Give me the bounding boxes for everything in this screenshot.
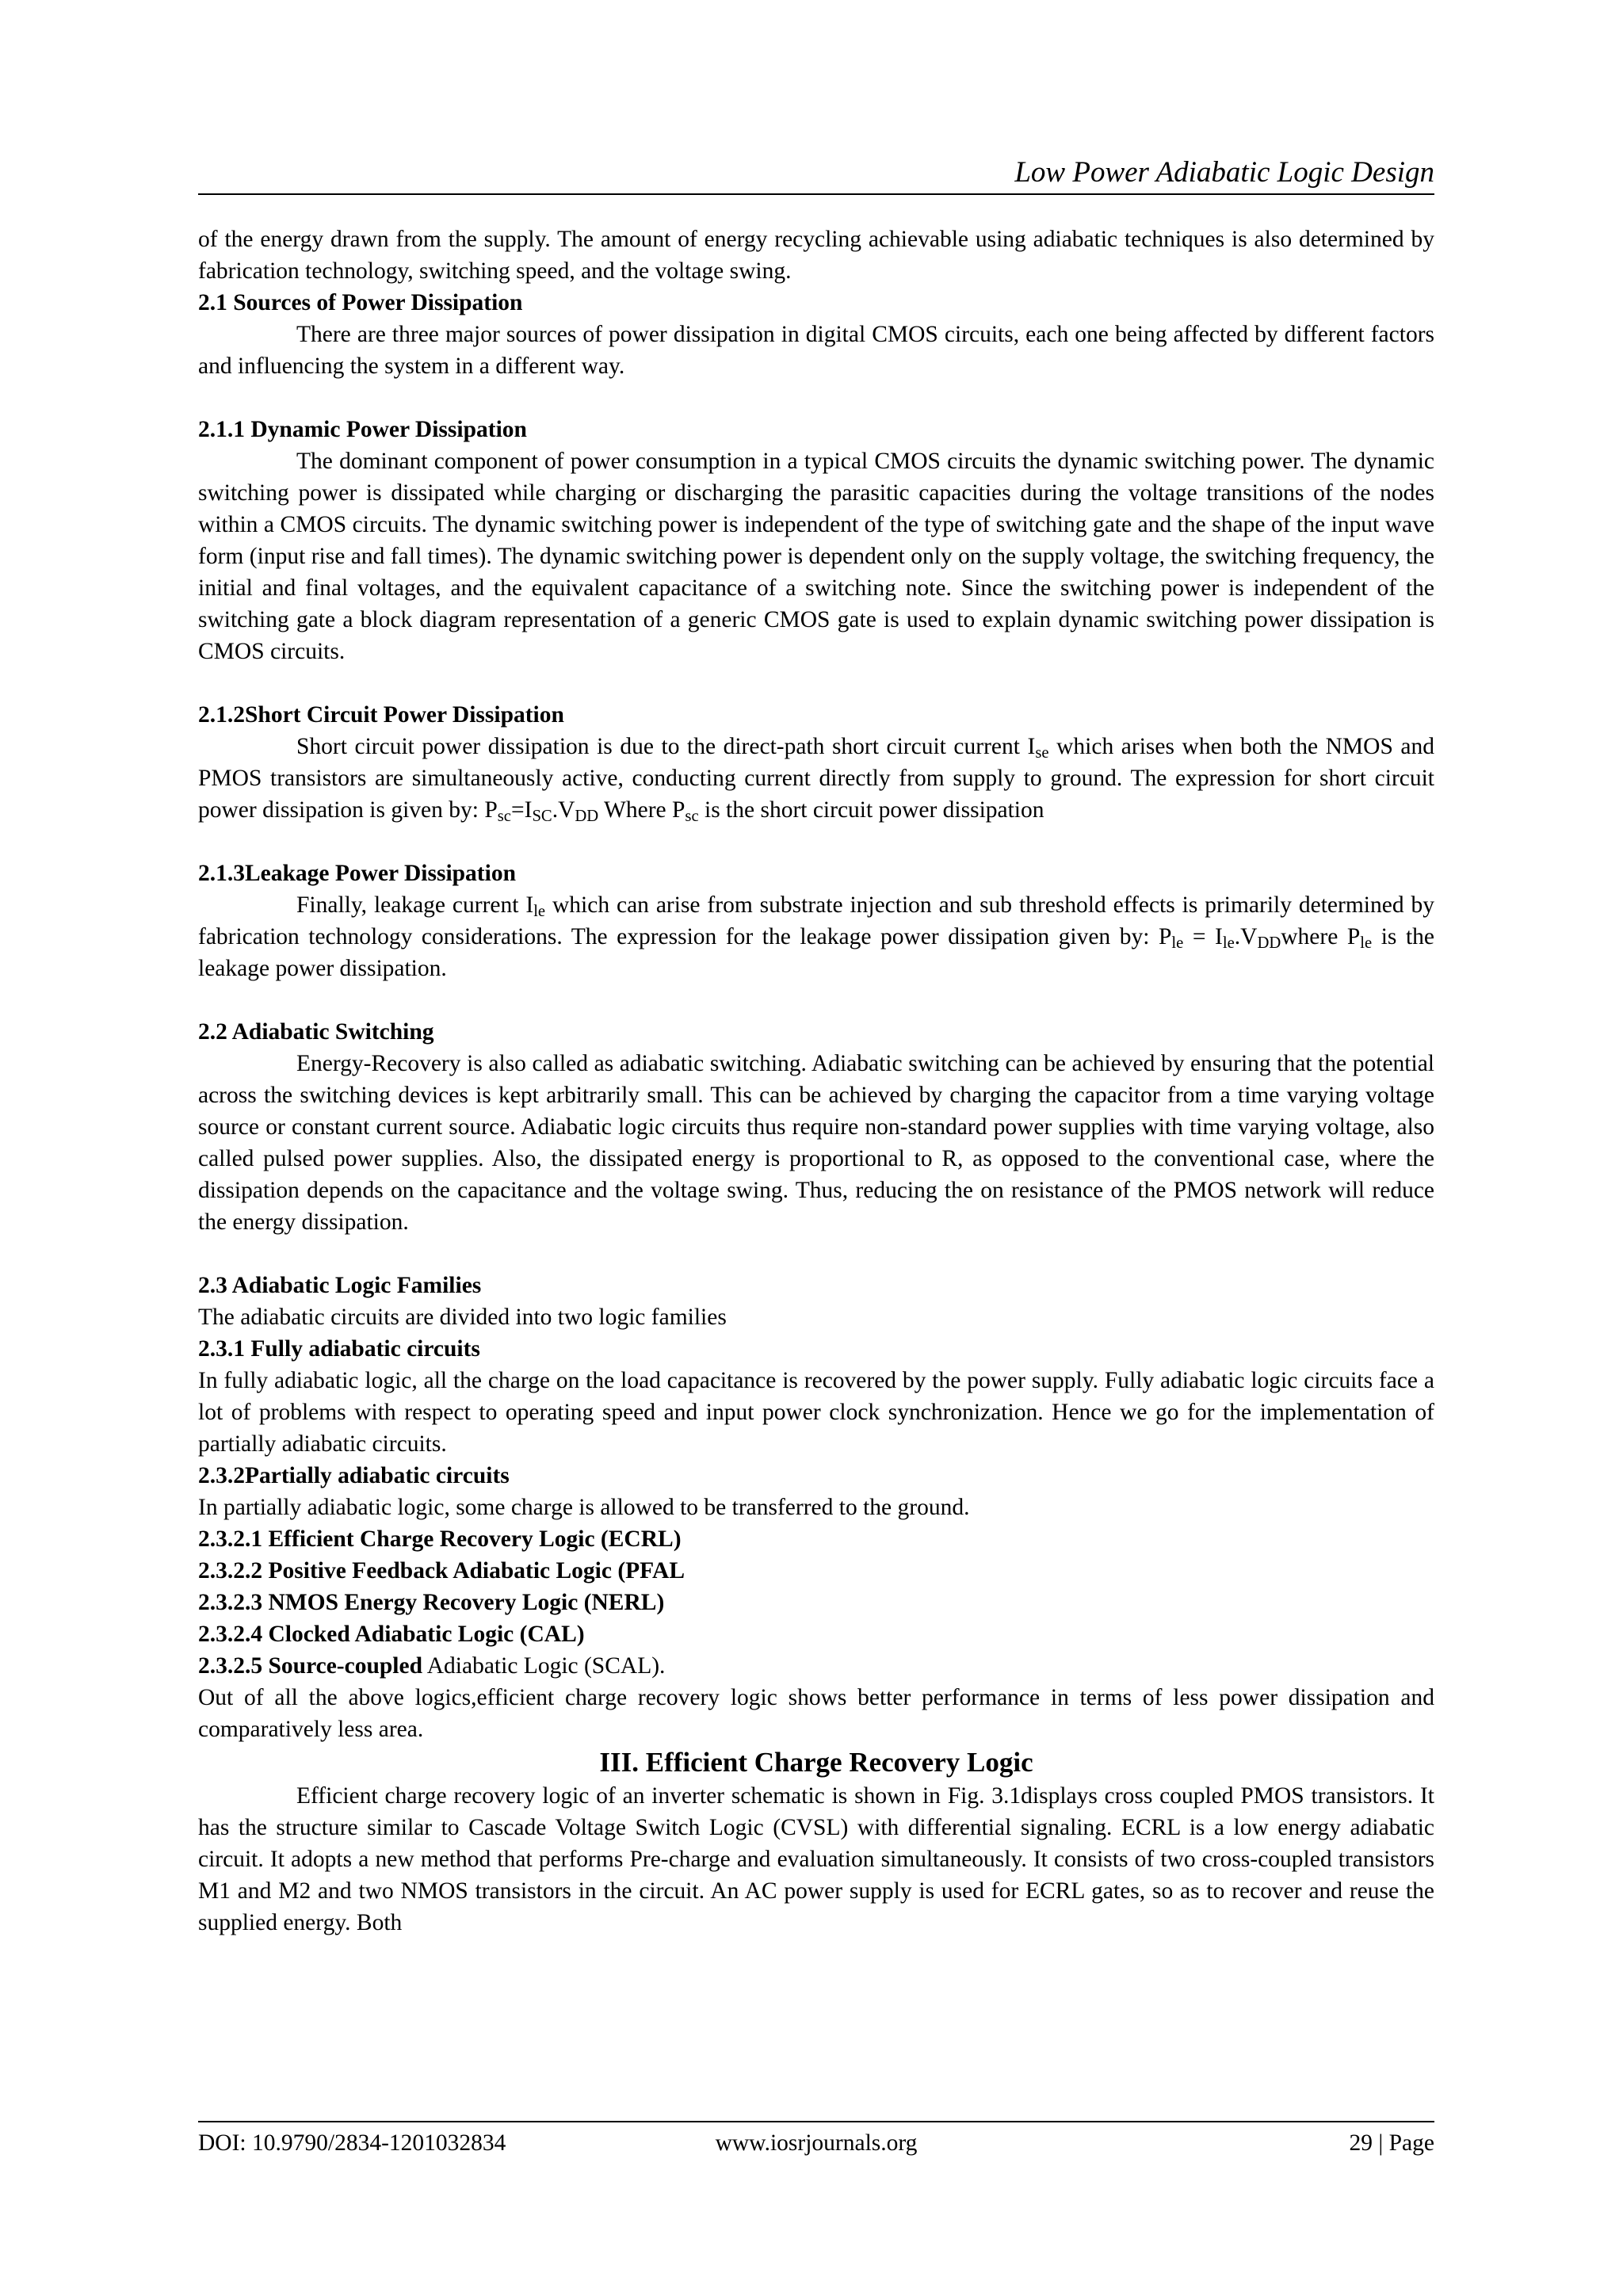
section-heading-3: III. Efficient Charge Recovery Logic: [599, 1747, 1033, 1778]
list-item: 2.3.2.3 NMOS Energy Recovery Logic (NERL): [198, 1590, 665, 1615]
footer-website: www.iosrjournals.org: [715, 2130, 918, 2156]
list-item: 2.3.2.4 Clocked Adiabatic Logic (CAL): [198, 1622, 585, 1647]
paragraph-2-3-end: Out of all the above logics,efficient charge recovery logic shows better performance in terms of less power dissipation and comparatively less area.: [198, 1685, 1434, 1742]
header-rule: [198, 193, 1434, 195]
heading-2-3-2: 2.3.2Partially adiabatic circuits: [198, 1463, 510, 1488]
paragraph-2-1-2: Short circuit power dissipation is due to the direct-path short circuit current $I_{se}$ which arises when both the NMOS and PMOS transistors are simultaneously active, conducting current directly from supply to ground. The expression for short circuit power dissipation is given by: $P_{sc}=I_{SC}.V_{DD}$ Where $P_{sc}$ is the short circuit power dissipation: [198, 734, 1435, 826]
paragraph-2-3-2: In partially adiabatic logic, some charge is allowed to be transferred to the ground.: [198, 1495, 970, 1520]
paragraph-2-3: The adiabatic circuits are divided into two logic families: [198, 1305, 727, 1330]
heading-2-3-1: 2.3.1 Fully adiabatic circuits: [198, 1336, 480, 1362]
document-page: [198, 0, 1434, 2296]
list-item: 2.3.2.1 Efficient Charge Recovery Logic (ECRL): [198, 1526, 682, 1552]
heading-2-3: 2.3 Adiabatic Logic Families: [198, 1273, 482, 1298]
footer-page-number: 29 | Page: [1349, 2130, 1434, 2156]
paragraph-2-3-1: In fully adiabatic logic, all the charge on the load capacitance is recovered by the power supply. Fully adiabatic logic circuits face a lot of problems with respect to operating speed and input power clock synchronization. Hence we go for the implementation of partially adiabatic circuits.: [198, 1368, 1434, 1457]
paragraph-3: Efficient charge recovery logic of an inverter schematic is shown in Fig. 3.1displays cross coupled PMOS transistors. It has the structure similar to Cascade Voltage Switch Logic (CVSL) with differential signaling. ECRL is a low energy adiabatic circuit. It adopts a new method that performs Pre-charge and evaluation simultaneously. It consists of two cross-coupled transistors M1 and M2 and two NMOS transistors in the circuit. An AC power supply is used for ECRL gates, so as to recover and reuse the supplied energy. Both: [198, 1783, 1434, 1935]
paragraph-2-2: Energy-Recovery is also called as adiabatic switching. Adiabatic switching can be achieved by ensuring that the potential across the switching devices is kept arbitrarily small. This can be achieved by charging the capacitor from a time varying voltage source or constant current source. Adiabatic logic circuits thus require non-standard power supplies with time varying voltage, also called pulsed power supplies. Also, the dissipated energy is proportional to R, as opposed to the conventional case, where the dissipation depends on the capacitance and the voltage swing. Thus, reducing the on resistance of the PMOS network will reduce the energy dissipation.: [198, 1051, 1434, 1235]
paragraph-2-1: There are three major sources of power dissipation in digital CMOS circuits, each one being affected by different factors and influencing the system in a different way.: [198, 322, 1434, 379]
list-item: 2.3.2.2 Positive Feedback Adiabatic Logic (PFAL: [198, 1558, 685, 1584]
running-title: Low Power Adiabatic Logic Design: [1014, 156, 1434, 189]
footer-rule: [198, 2121, 1434, 2122]
document-body: [198, 223, 1434, 1939]
heading-2-1: 2.1 Sources of Power Dissipation: [198, 290, 523, 315]
intro-paragraph: of the energy drawn from the supply. The amount of energy recycling achievable using adiabatic techniques is also determined by fabrication technology, switching speed, and the voltage swing.: [198, 227, 1434, 284]
heading-2-1-2: 2.1.2Short Circuit Power Dissipation: [198, 702, 564, 728]
paragraph-2-1-3: Finally, leakage current $I_{le}$ which can arise from substrate injection and sub threshold effects is primarily determined by fabrication technology considerations. The expression for the leakage power dissipation given by: $P_{le}$ = $I_{le}.V_{DD}where$ $P_{le}$ is the leakage power dissipation.: [198, 892, 1434, 981]
footer-doi: DOI: 10.9790/2834-1201032834: [198, 2130, 506, 2156]
heading-2-2: 2.2 Adiabatic Switching: [198, 1019, 434, 1045]
heading-2-1-3: 2.1.3Leakage Power Dissipation: [198, 861, 516, 886]
heading-2-1-1: 2.1.1 Dynamic Power Dissipation: [198, 417, 527, 442]
list-item: 2.3.2.5 Source-coupled Adiabatic Logic (SCAL).: [198, 1653, 666, 1679]
paragraph-2-1-1: The dominant component of power consumption in a typical CMOS circuits the dynamic switching power. The dynamic switching power is dissipated while charging or discharging the parasitic capacities during the voltage transitions of the nodes within a CMOS circuits. The dynamic switching power is independent of the type of switching gate and the shape of the input wave form (input rise and fall times). The dynamic switching power is dependent only on the supply voltage, the switching frequency, the initial and final voltages, and the equivalent capacitance of a switching note. Since the switching power is independent of the switching gate a block diagram representation of a generic CMOS gate is used to explain dynamic switching power dissipation is CMOS circuits.: [198, 449, 1434, 664]
